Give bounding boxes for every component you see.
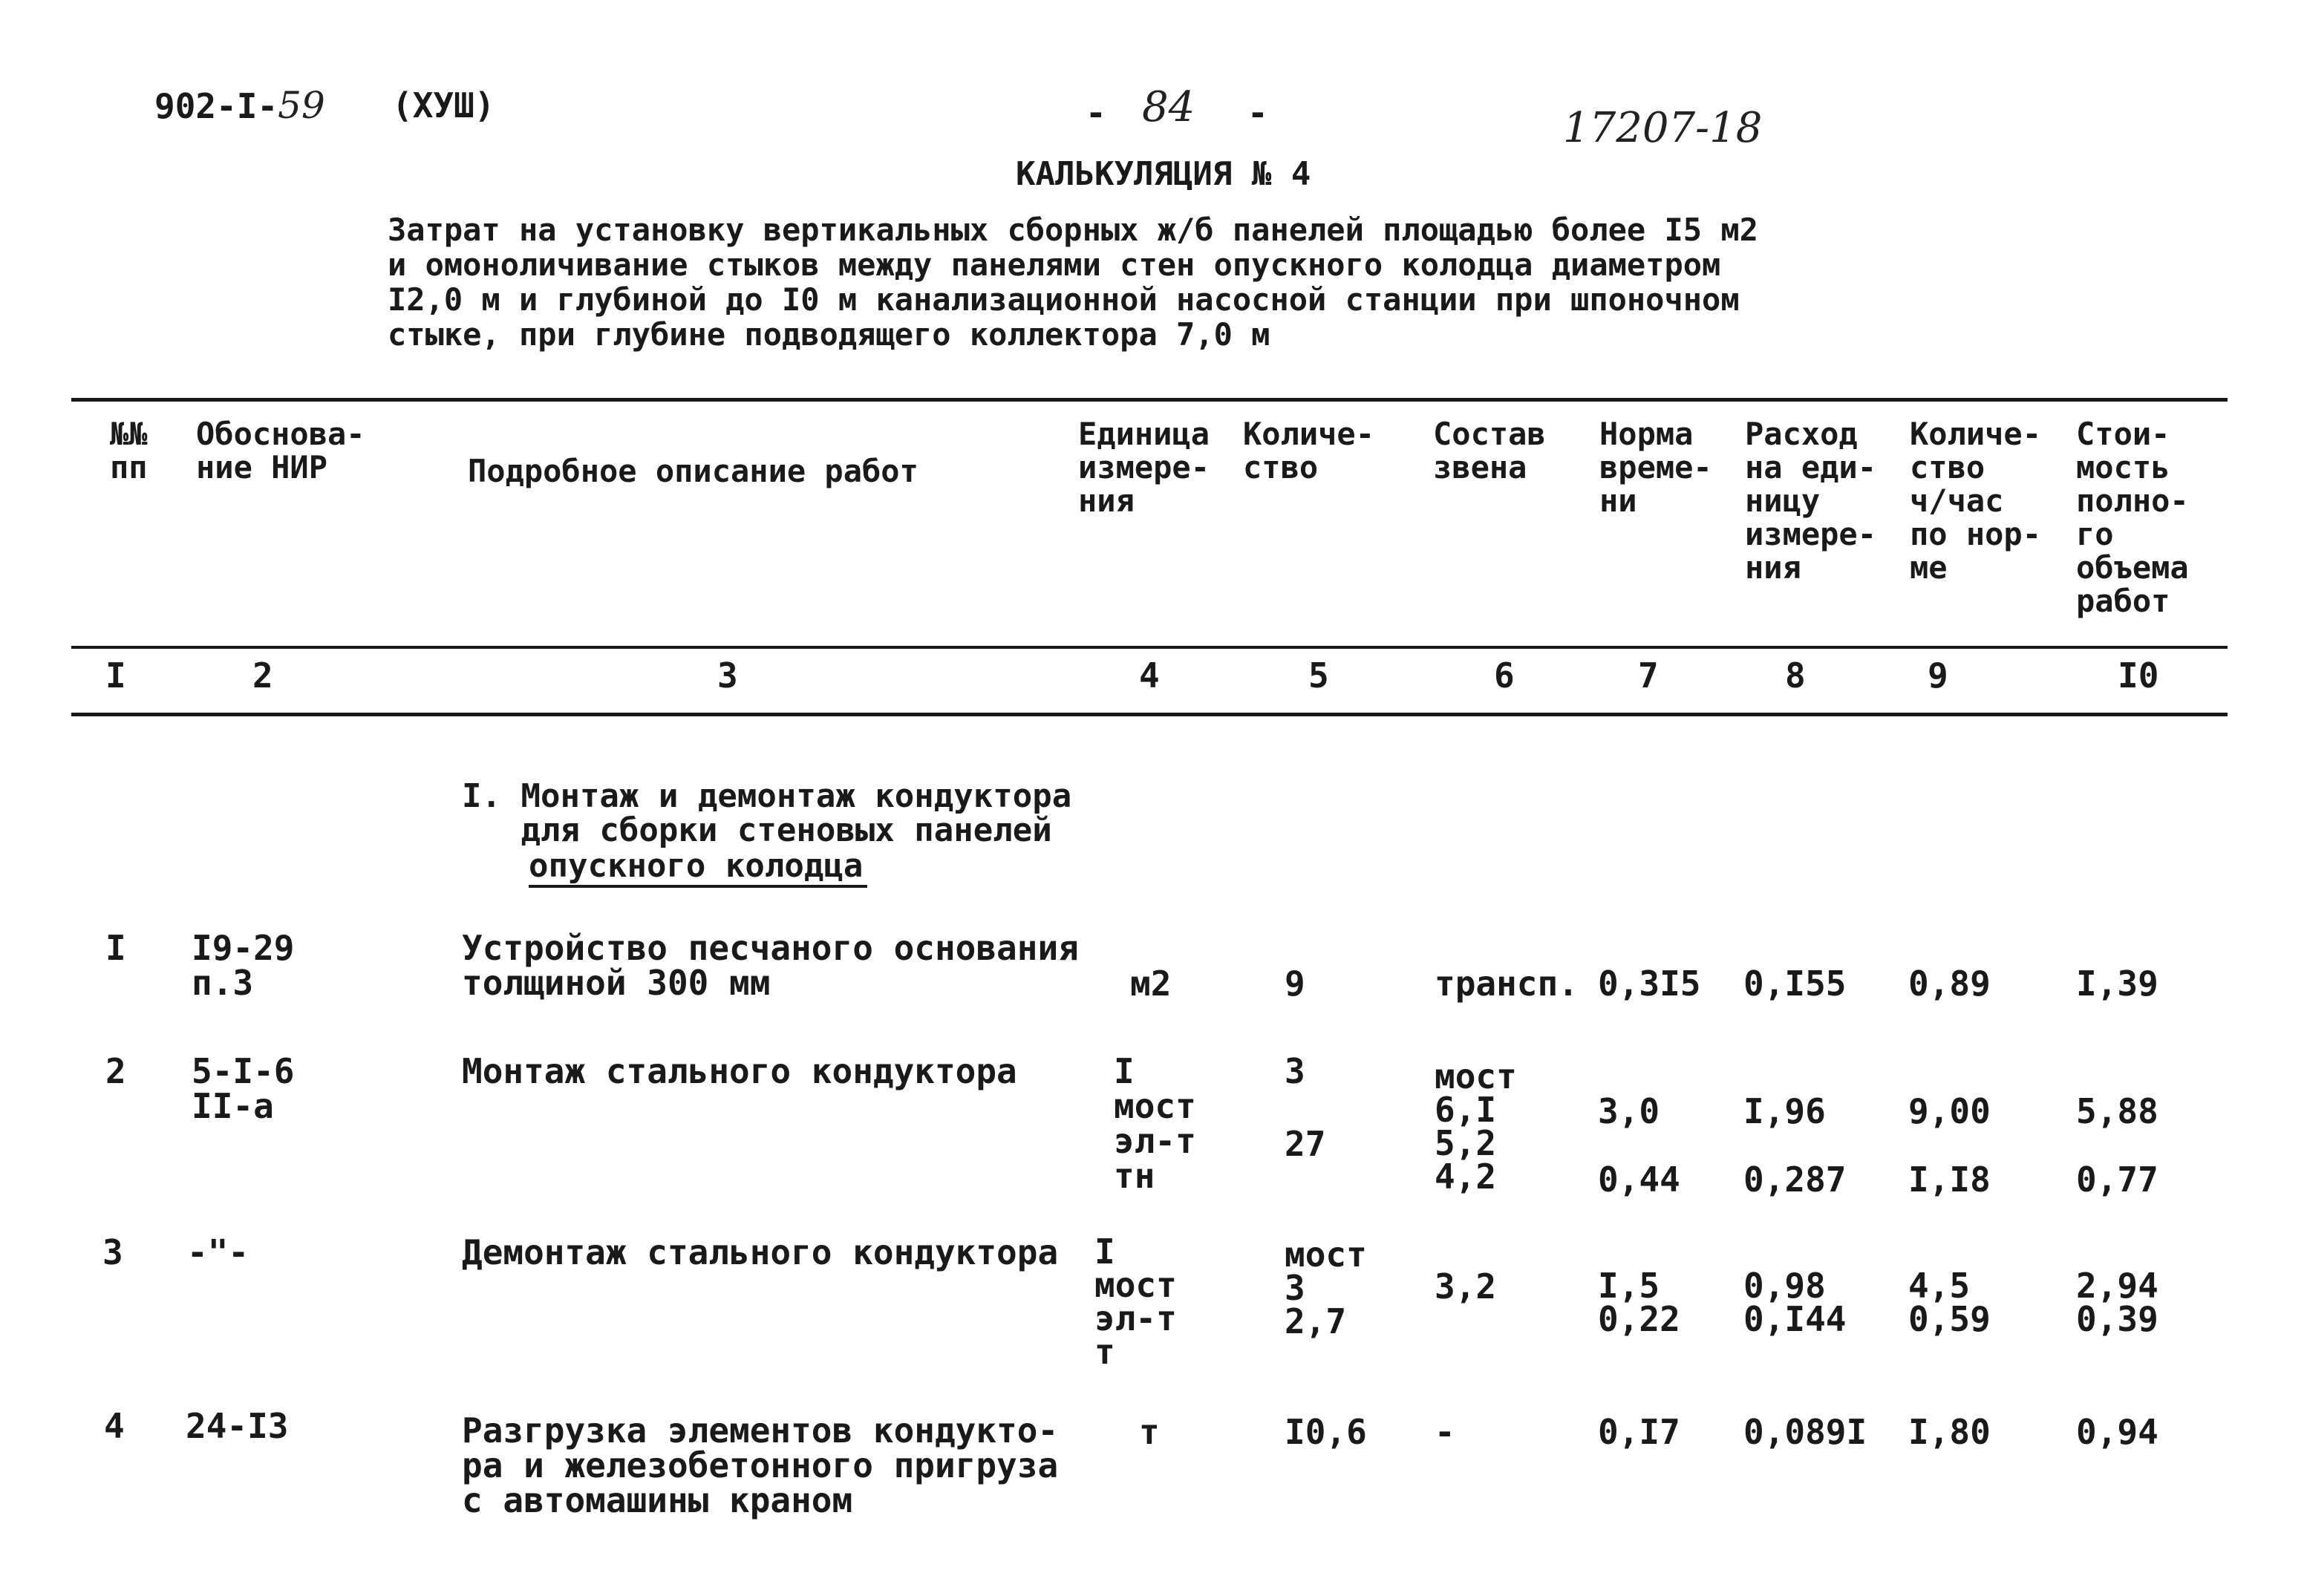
section-title: I. Монтаж и демонтаж кондуктора для сборки стеновых панелей — [462, 777, 1072, 849]
col-num-8: 8 — [1785, 655, 1806, 696]
doc-code-printed: 902-I- — [154, 86, 278, 126]
intro-line-4: стыке, при глубине подводящего коллектора 7,0 м — [388, 316, 1270, 353]
row3-unit: I мост эл-т т — [1094, 1232, 1177, 1372]
row1-qty: 9 — [1285, 964, 1305, 1004]
row4-n: 4 — [104, 1406, 125, 1446]
archive-number: 17207-18 — [1563, 104, 1763, 152]
intro-line-3: I2,0 м и глубиной до I0 м канализационной насосной станции при шпоночном — [388, 281, 1740, 318]
col-num-10: I0 — [2118, 655, 2159, 696]
row4-unit: т — [1139, 1412, 1160, 1452]
row2-unit: I мост эл-т тн — [1114, 1051, 1196, 1196]
row3-hours: 4,5 0,59 — [1908, 1266, 1991, 1339]
intro-line-2: и омоноличивание стыков между панелями стен опускного колодца диаметром — [388, 246, 1721, 283]
row2-hours-b: I,I8 — [1908, 1160, 1991, 1200]
col-num-6: 6 — [1494, 655, 1515, 696]
row4-desc: Разгрузка элементов кондукто- ра и железобетонного пригруза с автомашины краном — [462, 1410, 1059, 1520]
page-title: КАЛЬКУЛЯЦИЯ № 4 — [1016, 155, 1311, 193]
row1-rate: 0,I55 — [1743, 964, 1847, 1004]
row2-cost-a: 5,88 — [2076, 1091, 2158, 1131]
row3-qty: мост 3 2,7 — [1285, 1234, 1367, 1341]
row2-crew: мост 6,I 5,2 4,2 — [1435, 1056, 1517, 1197]
row1-basis: I9-29 п.3 — [192, 928, 295, 1003]
row2-norm-b: 0,44 — [1598, 1160, 1680, 1200]
row4-rate: 0,089I — [1743, 1412, 1867, 1452]
row2-norm-a: 3,0 — [1598, 1091, 1660, 1131]
page-dash-left: - — [1086, 93, 1106, 133]
row4-crew: - — [1435, 1412, 1455, 1452]
col-num-4: 4 — [1139, 655, 1160, 696]
col-num-7: 7 — [1638, 655, 1659, 696]
row3-rate: 0,98 0,I44 — [1743, 1266, 1847, 1339]
row4-cost: 0,94 — [2076, 1412, 2158, 1452]
doc-code — [154, 84, 325, 127]
col-header-1: №№ пп — [110, 416, 148, 485]
col-header-2: Обоснова- ние НИР — [196, 416, 365, 485]
col-header-4: Единица измере- ния — [1078, 416, 1210, 519]
row4-basis: 24-I3 — [186, 1406, 289, 1446]
row3-cost: 2,94 0,39 — [2076, 1266, 2158, 1339]
row2-rate-a: I,96 — [1743, 1091, 1826, 1131]
row2-desc: Монтаж стального кондуктора — [462, 1051, 1017, 1091]
row3-norm: I,5 0,22 — [1598, 1266, 1680, 1339]
row1-cost: I,39 — [2076, 964, 2158, 1004]
doc-code-handwritten: 59 — [278, 84, 325, 127]
row2-n: 2 — [105, 1051, 126, 1091]
row4-qty: I0,6 — [1285, 1412, 1367, 1452]
col-header-9: Количе- ство ч/час по нор- ме — [1910, 416, 2042, 586]
intro-line-1: Затрат на установку вертикальных сборных ж/б панелей площадью более I5 м2 — [388, 212, 1758, 248]
row4-norm: 0,I7 — [1598, 1412, 1680, 1452]
row3-basis: -"- — [187, 1232, 249, 1272]
table-colnum-rule — [71, 713, 2228, 716]
row1-desc: Устройство песчаного основания толщиной 300 мм — [462, 928, 1079, 1003]
col-header-8: Расход на еди- ницу измере- ния — [1745, 416, 1877, 586]
page-number: 84 — [1142, 83, 1195, 131]
row3-desc: Демонтаж стального кондуктора — [462, 1232, 1059, 1272]
section-title-underlined-text: опускного колодца — [529, 849, 867, 888]
row2-qty-b: 27 — [1285, 1124, 1326, 1164]
col-header-3: Подробное описание работ — [468, 453, 918, 489]
col-header-10: Стои- мость полно- го объема работ — [2076, 416, 2189, 619]
page-dash-right: - — [1247, 93, 1268, 133]
row3-crew: 3,2 — [1435, 1266, 1497, 1306]
row1-crew: трансп. — [1435, 964, 1579, 1004]
row2-basis: 5-I-6 II-а — [192, 1051, 295, 1126]
col-header-6: Состав звена — [1433, 416, 1546, 485]
row3-n: 3 — [102, 1232, 123, 1272]
col-num-2: 2 — [252, 655, 273, 696]
row2-cost-b: 0,77 — [2076, 1160, 2158, 1200]
col-header-7: Норма време- ни — [1599, 416, 1712, 519]
section-title-underlined — [529, 849, 867, 888]
row1-norm: 0,3I5 — [1598, 964, 1701, 1004]
row2-hours-a: 9,00 — [1908, 1091, 1991, 1131]
col-num-1: I — [105, 655, 126, 696]
table-header-rule — [71, 646, 2228, 649]
col-num-5: 5 — [1308, 655, 1329, 696]
row1-hours: 0,89 — [1908, 964, 1991, 1004]
col-num-3: 3 — [717, 655, 738, 696]
row1-unit: м2 — [1130, 964, 1172, 1004]
col-num-9: 9 — [1928, 655, 1948, 696]
row1-n: I — [105, 928, 126, 968]
col-header-5: Количе- ство — [1243, 416, 1375, 485]
doc-series: (ХУШ) — [392, 85, 495, 125]
row2-qty-a: 3 — [1285, 1051, 1305, 1091]
row4-hours: I,80 — [1908, 1412, 1991, 1452]
table-top-rule — [71, 398, 2228, 402]
row2-rate-b: 0,287 — [1743, 1160, 1847, 1200]
